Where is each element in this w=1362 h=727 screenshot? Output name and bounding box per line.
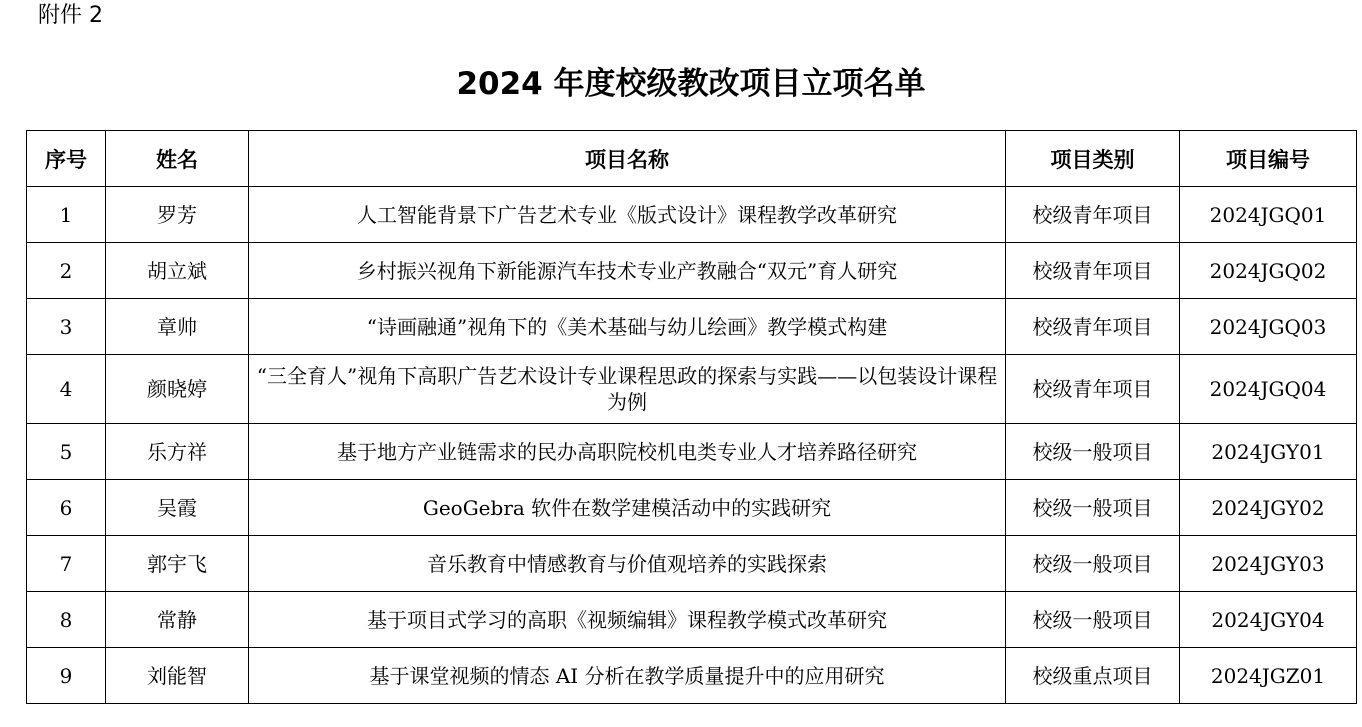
row-category: 校级青年项目: [1006, 299, 1180, 355]
row-code: 2024JGQ02: [1180, 243, 1357, 299]
row-code: 2024JGQ04: [1180, 355, 1357, 424]
table-row: [27, 480, 1357, 536]
row-category: 校级一般项目: [1006, 480, 1180, 536]
row-code: 2024JGQ01: [1180, 187, 1357, 243]
row-project-name: 乡村振兴视角下新能源汽车技术专业产教融合“双元”育人研究: [249, 243, 1006, 299]
project-list-table: [26, 130, 1357, 704]
row-category: 校级青年项目: [1006, 355, 1180, 424]
header-name: 姓名: [106, 131, 249, 187]
table-row: [27, 424, 1357, 480]
row-category: 校级一般项目: [1006, 592, 1180, 648]
header-category: 项目类别: [1006, 131, 1180, 187]
row-name: 章帅: [106, 299, 249, 355]
table-row: [27, 355, 1357, 424]
row-name: 刘能智: [106, 648, 249, 704]
row-index: 1: [27, 187, 106, 243]
table-row: [27, 592, 1357, 648]
row-code: 2024JGQ03: [1180, 299, 1357, 355]
row-project-name: “诗画融通”视角下的《美术基础与幼儿绘画》教学模式构建: [249, 299, 1006, 355]
row-project-name: 基于项目式学习的高职《视频编辑》课程教学模式改革研究: [249, 592, 1006, 648]
table-row: [27, 536, 1357, 592]
row-index: 7: [27, 536, 106, 592]
row-category: 校级重点项目: [1006, 648, 1180, 704]
table-row: [27, 243, 1357, 299]
row-project-name: 音乐教育中情感教育与价值观培养的实践探索: [249, 536, 1006, 592]
row-name: 乐方祥: [106, 424, 249, 480]
table-header-row: [27, 131, 1357, 187]
document-title: 2024 年度校级教改项目立项名单: [456, 66, 926, 102]
row-code: 2024JGZ01: [1180, 648, 1357, 704]
row-name: 胡立斌: [106, 243, 249, 299]
row-index: 3: [27, 299, 106, 355]
attachment-label: 附件 2: [38, 3, 103, 28]
table-row: [27, 299, 1357, 355]
row-index: 9: [27, 648, 106, 704]
row-name: 郭宇飞: [106, 536, 249, 592]
table-row: [27, 648, 1357, 704]
row-code: 2024JGY01: [1180, 424, 1357, 480]
row-name: 吴霞: [106, 480, 249, 536]
row-code: 2024JGY02: [1180, 480, 1357, 536]
header-project-name: 项目名称: [249, 131, 1006, 187]
row-category: 校级一般项目: [1006, 536, 1180, 592]
row-code: 2024JGY03: [1180, 536, 1357, 592]
row-category: 校级青年项目: [1006, 187, 1180, 243]
row-project-name: 基于地方产业链需求的民办高职院校机电类专业人才培养路径研究: [249, 424, 1006, 480]
row-index: 5: [27, 424, 106, 480]
table-row: [27, 187, 1357, 243]
row-name: 常静: [106, 592, 249, 648]
row-project-name: GeoGebra 软件在数学建模活动中的实践研究: [249, 480, 1006, 536]
row-project-name: 基于课堂视频的情态 AI 分析在教学质量提升中的应用研究: [249, 648, 1006, 704]
row-index: 6: [27, 480, 106, 536]
row-index: 2: [27, 243, 106, 299]
row-index: 8: [27, 592, 106, 648]
row-category: 校级青年项目: [1006, 243, 1180, 299]
header-code: 项目编号: [1180, 131, 1357, 187]
row-name: 颜晓婷: [106, 355, 249, 424]
row-project-name: “三全育人”视角下高职广告艺术设计专业课程思政的探索与实践——以包装设计课程为例: [249, 355, 1006, 424]
row-name: 罗芳: [106, 187, 249, 243]
row-index: 4: [27, 355, 106, 424]
row-code: 2024JGY04: [1180, 592, 1357, 648]
row-project-name: 人工智能背景下广告艺术专业《版式设计》课程教学改革研究: [249, 187, 1006, 243]
header-index: 序号: [27, 131, 106, 187]
row-category: 校级一般项目: [1006, 424, 1180, 480]
